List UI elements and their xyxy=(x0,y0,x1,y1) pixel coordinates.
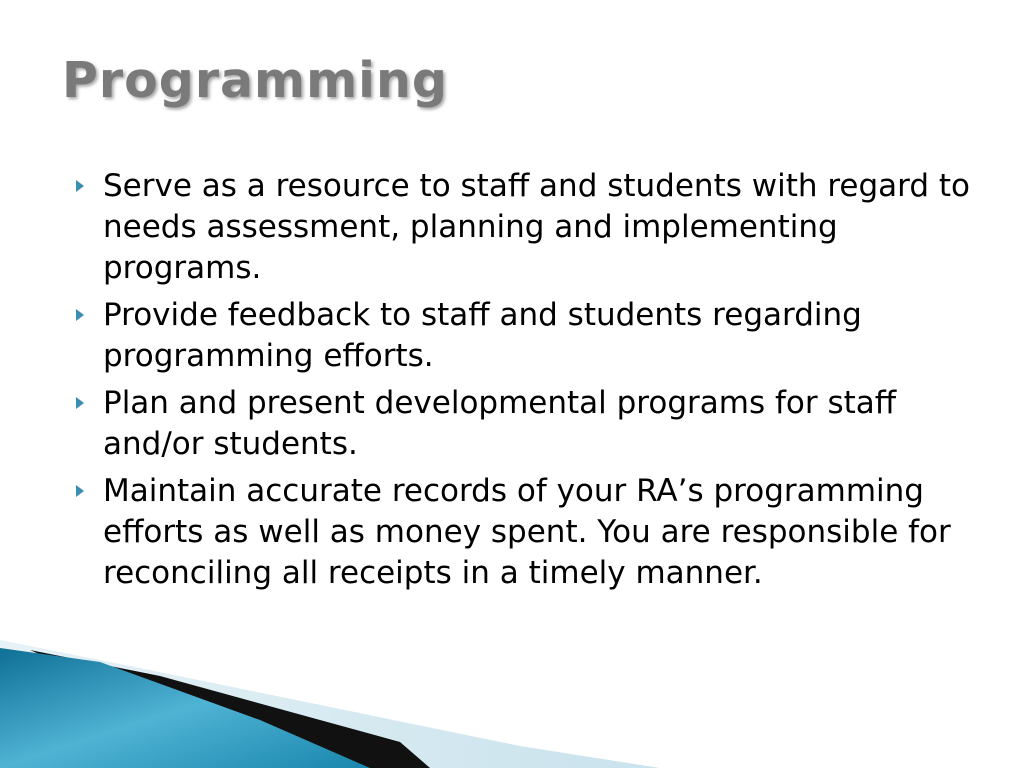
bullet-text: Plan and present developmental programs for staff and/or students. xyxy=(103,385,897,462)
slide-title: Programming xyxy=(62,52,448,109)
bullet-text: Serve as a resource to staff and students with regard to needs assessment, planning and implementing programs. xyxy=(103,168,971,286)
bullet-text: Provide feedback to staff and students regarding programming efforts. xyxy=(103,297,862,374)
bullet-text: Maintain accurate records of your RA’s programming efforts as well as money spent. You are responsible for reconciling all receipts in a timely manner. xyxy=(103,473,951,591)
